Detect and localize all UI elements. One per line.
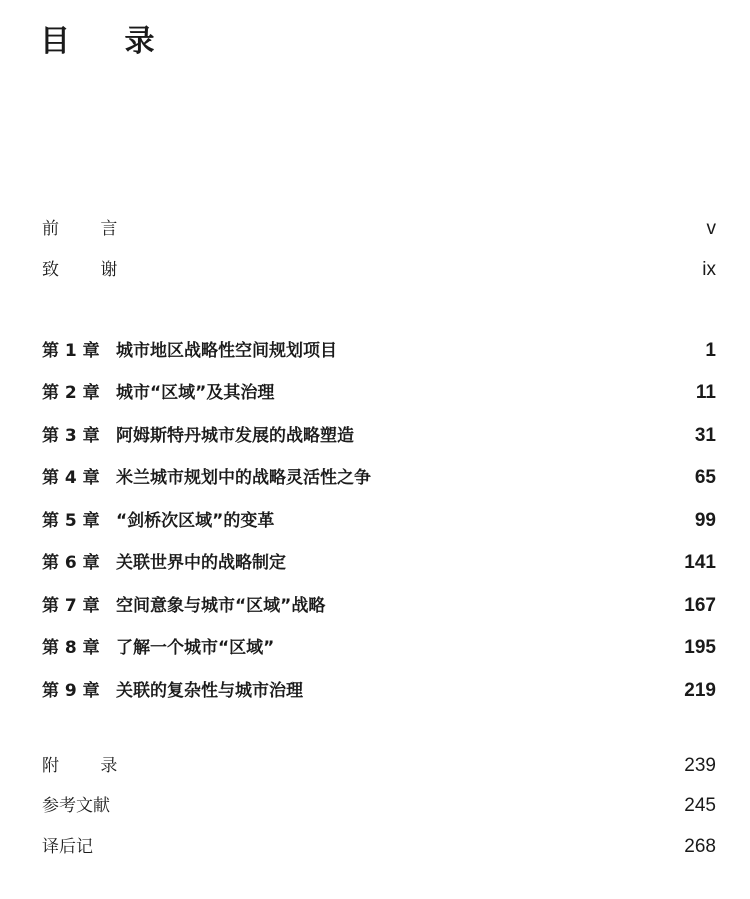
toc-entry-chapter-4[interactable] [42, 464, 716, 492]
chapter-title: 阿姆斯特丹城市发展的战略塑造 [116, 426, 354, 446]
toc-entry-label: 译后记 [42, 837, 93, 857]
chapter-title: “剑桥次区域”的变革 [116, 511, 275, 531]
toc-entry-page: 65 [694, 467, 716, 488]
toc-entry-chapter-3[interactable] [42, 422, 716, 450]
toc-entry-page: 1 [705, 340, 716, 361]
toc-entry-chapter-2[interactable] [42, 379, 716, 407]
toc-entry-page: 268 [684, 836, 716, 857]
toc-entry-label: 前 言 [42, 219, 136, 239]
toc-entry-page: 195 [684, 637, 716, 658]
toc-entry-label: 致 谢 [42, 260, 136, 280]
toc-entry-page: v [706, 218, 716, 239]
chapter-title: 关联世界中的战略制定 [116, 553, 286, 573]
toc-entry-translator-afterword[interactable] [42, 833, 716, 861]
toc-entry-chapter-8[interactable] [42, 634, 716, 662]
toc-entry-page: 239 [684, 755, 716, 776]
toc-entry-chapter-6[interactable] [42, 549, 716, 577]
chapter-title: 空间意象与城市“区域”战略 [116, 596, 326, 616]
chapter-number: 第 8 章 [42, 638, 100, 658]
chapter-title: 了解一个城市“区域” [116, 638, 275, 658]
chapter-number: 第 4 章 [42, 468, 100, 488]
chapter-number: 第 7 章 [42, 596, 100, 616]
page-title: 目 录 [40, 24, 177, 59]
chapter-number: 第 3 章 [42, 426, 100, 446]
chapter-number: 第 6 章 [42, 553, 100, 573]
toc-entry-label: 参考文献 [42, 796, 110, 816]
toc-entry-page: ix [702, 259, 716, 280]
toc-entry-chapter-5[interactable] [42, 507, 716, 535]
chapter-number: 第 1 章 [42, 341, 100, 361]
toc-entry-page: 11 [695, 382, 716, 403]
toc-entry-label: 附 录 [42, 756, 136, 776]
chapter-title: 关联的复杂性与城市治理 [116, 681, 303, 701]
chapter-title: 米兰城市规划中的战略灵活性之争 [116, 468, 371, 488]
toc-entry-page: 219 [684, 680, 716, 701]
toc-entry-acknowledgements[interactable] [42, 256, 716, 284]
chapter-number: 第 5 章 [42, 511, 100, 531]
toc-entry-chapter-1[interactable] [42, 337, 716, 365]
toc-entry-page: 141 [684, 552, 716, 573]
toc-entry-page: 31 [694, 425, 716, 446]
toc-entry-chapter-9[interactable] [42, 677, 716, 705]
toc-entry-appendix[interactable] [42, 752, 716, 780]
toc-entry-page: 167 [684, 595, 716, 616]
toc-entry-page: 245 [684, 795, 716, 816]
chapter-title: 城市地区战略性空间规划项目 [116, 341, 337, 361]
chapter-number: 第 2 章 [42, 383, 100, 403]
toc-entry-preface[interactable] [42, 215, 716, 243]
toc-entry-page: 99 [694, 510, 716, 531]
toc-entry-chapter-7[interactable] [42, 592, 716, 620]
toc-entry-references[interactable] [42, 792, 716, 820]
chapter-title: 城市“区域”及其治理 [116, 383, 275, 403]
chapter-number: 第 9 章 [42, 681, 100, 701]
